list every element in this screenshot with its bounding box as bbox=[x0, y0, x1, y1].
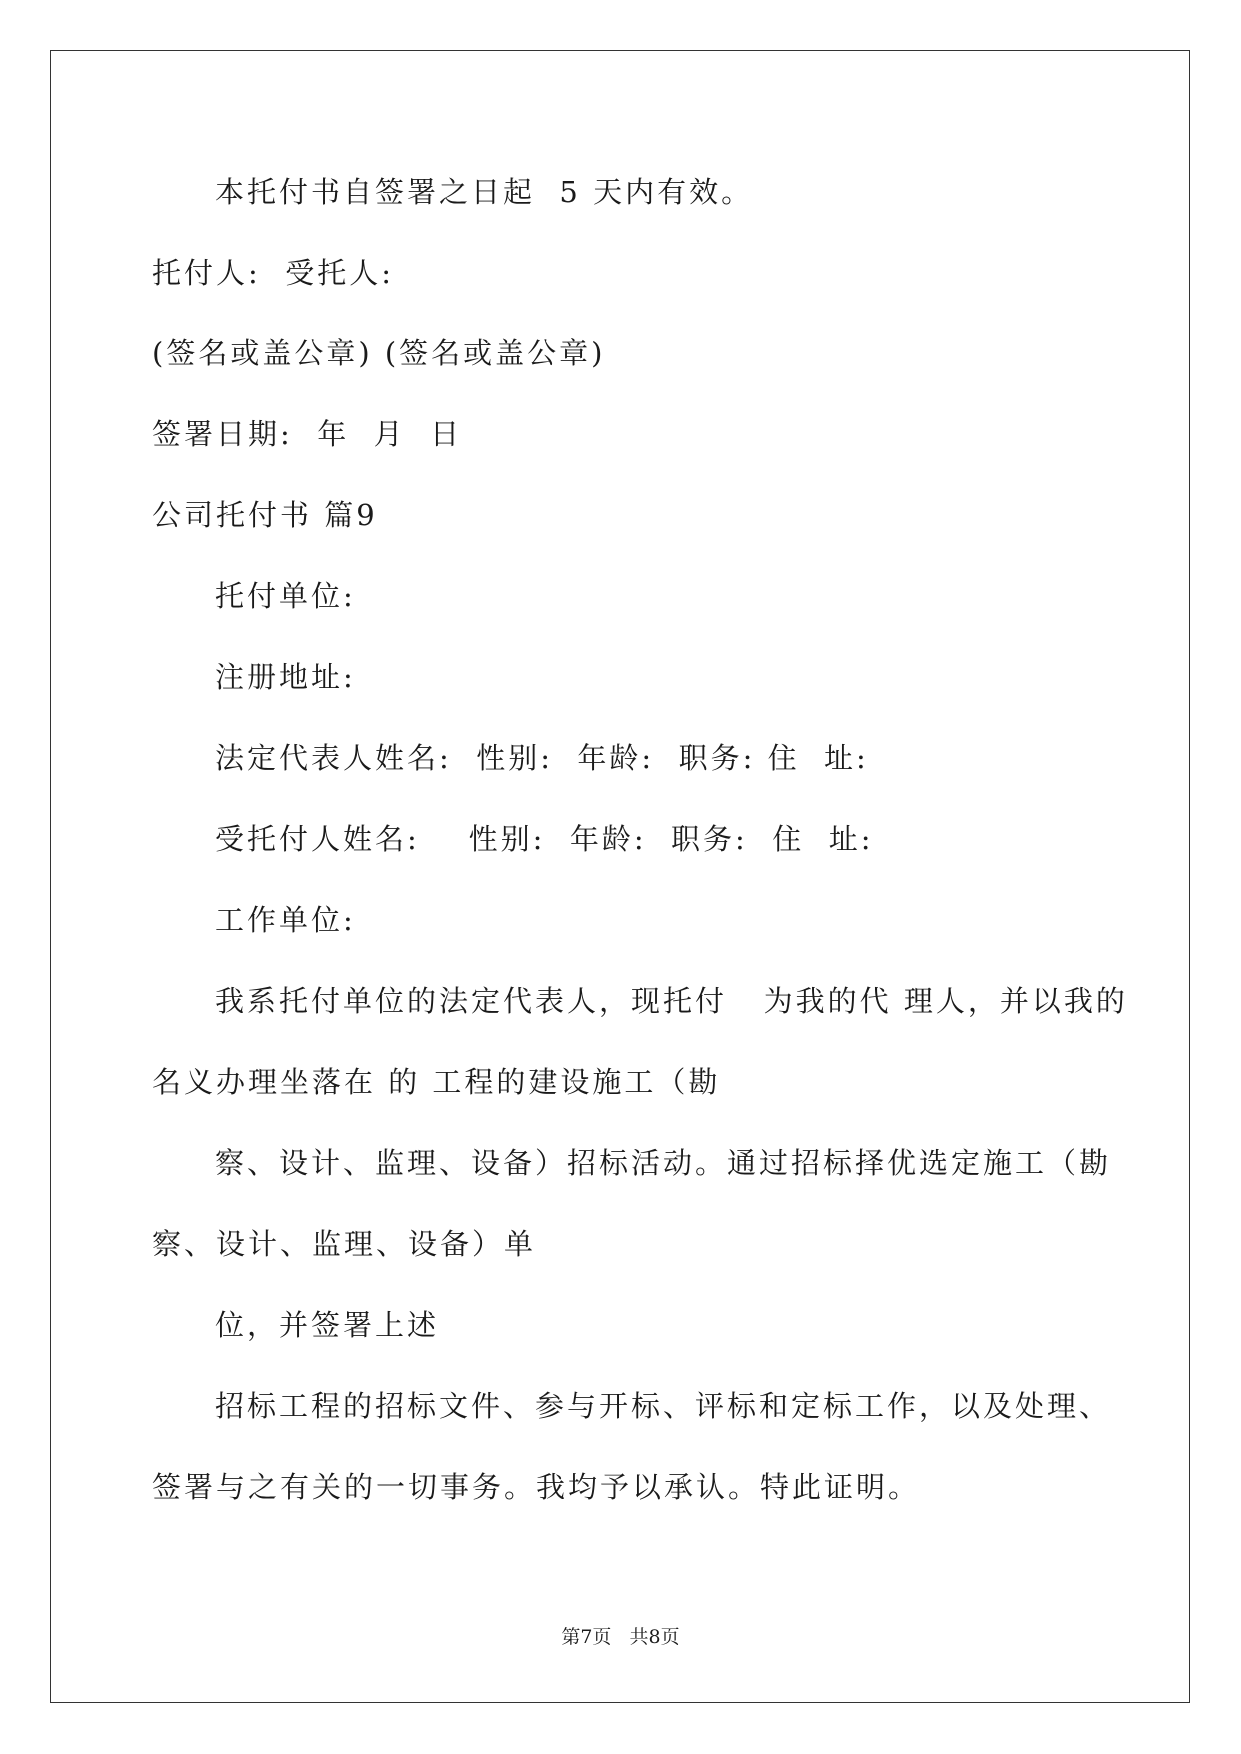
entrusting-unit-line: 托付单位: bbox=[215, 579, 356, 613]
work-unit-line: 工作单位: bbox=[215, 903, 356, 937]
agent-line: 受托付人姓名: 性别: 年龄: 职务: 住 址: bbox=[215, 822, 874, 856]
section-heading: 公司托付书 篇9 bbox=[152, 498, 378, 532]
body-paragraph-line: 名义办理坐落在 的 工程的建设施工（勘 bbox=[152, 1065, 721, 1099]
body-paragraph-line: 察、设计、监理、设备）招标活动。通过招标择优选定施工（勘 bbox=[215, 1146, 1112, 1180]
body-paragraph-line: 位，并签署上述 bbox=[215, 1308, 440, 1342]
body-paragraph-line: 察、设计、监理、设备）单 bbox=[152, 1227, 537, 1261]
body-paragraph-line: 招标工程的招标文件、参与开标、评标和定标工作，以及处理、 bbox=[215, 1389, 1112, 1423]
page-number-footer: 第7页 共8页 bbox=[561, 1626, 680, 1648]
sign-date-line: 签署日期: 年 月 日 bbox=[152, 417, 463, 451]
body-paragraph-line: 签署与之有关的一切事务。我均予以承认。特此证明。 bbox=[152, 1470, 921, 1504]
page-border bbox=[50, 50, 1190, 1703]
legal-rep-line: 法定代表人姓名: 性别: 年龄: 职务: 住 址: bbox=[215, 741, 869, 775]
validity-line: 本托付书自签署之日起 5 天内有效。 bbox=[215, 175, 754, 209]
signatories-line: 托付人: 受托人: bbox=[152, 256, 394, 290]
registered-address-line: 注册地址: bbox=[215, 660, 356, 694]
seal-line: (签名或盖公章) (签名或盖公章) bbox=[152, 336, 606, 370]
body-paragraph-line: 我系托付单位的法定代表人，现托付 为我的代 理人，并以我的 bbox=[215, 984, 1128, 1018]
